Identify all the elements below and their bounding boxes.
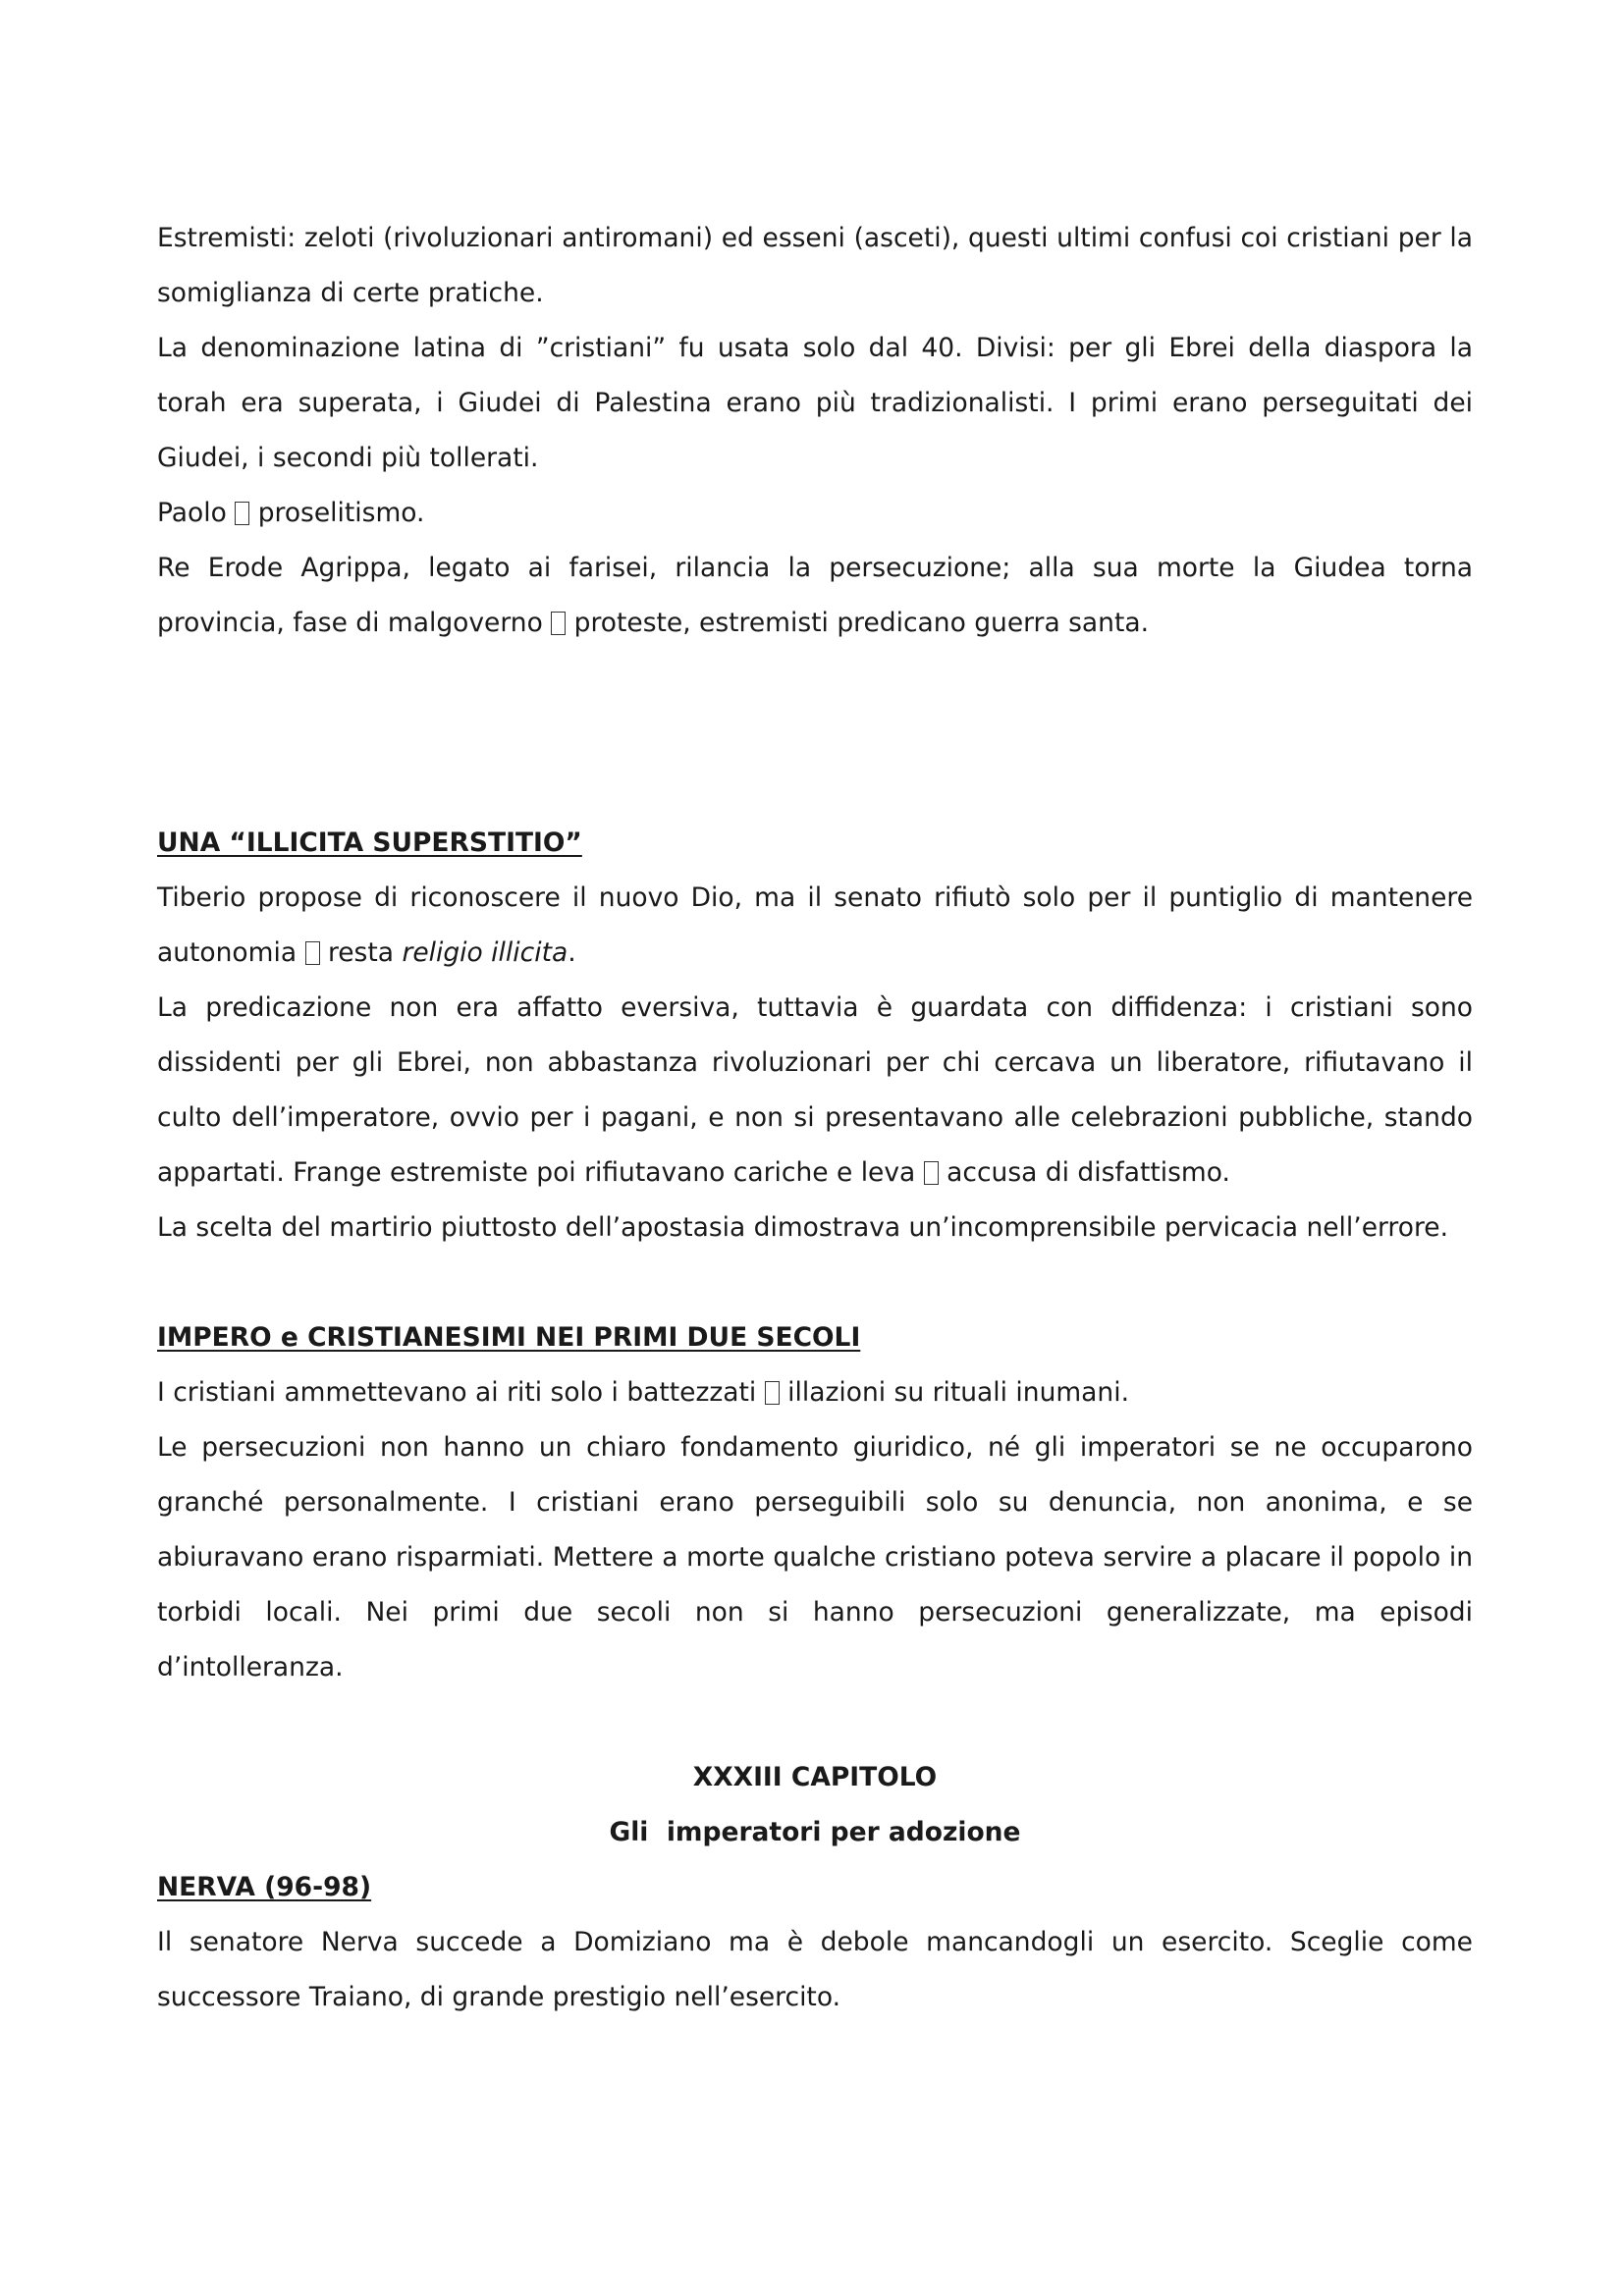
text-run: Tiberio propose di riconoscere il nuovo Dio, ma il senato rifiutò solo per il puntiglio di mantenere autonomia [157,882,1473,968]
paragraph: Il senatore Nerva succede a Domiziano ma è debole mancandogli un esercito. Sceglie come successore Traiano, di grande prestigio nell’esercito. [157,1927,1473,2012]
spacer [157,651,1473,816]
spacer [157,1695,1473,1750]
text-run: Re Erode Agrippa, legato ai farisei, rilancia la persecuzione; alla sua morte la Giudea torna provincia, fase di malgoverno [157,553,1473,638]
paragraph: La denominazione latina di ”cristiani” fu usata solo dal 40. Divisi: per gli Ebrei della diaspora la torah era superata, i Giudei di Palestina erano più tradizionalisti. I primi erano perseguitati dei Giudei, i secondi più tollerati. [157,333,1473,473]
arrow-glyph-icon [235,502,249,525]
paragraph [157,486,1473,541]
chapter-title: Gli imperatori per adozione [609,1817,1021,1847]
chapter-number: XXXIII CAPITOLO [692,1762,938,1792]
italic-term: religio illicita [402,937,568,968]
paragraph: Estremisti: zeloti (rivoluzionari antiromani) ed esseni (asceti), questi ultimi confusi coi cristiani per la somiglianza di certe pratiche. [157,223,1473,308]
section-heading: IMPERO e CRISTIANESIMI NEI PRIMI DUE SECOLI [157,1322,861,1353]
paragraph [157,1365,1473,1420]
document-page [157,211,1473,2025]
text-run: La predicazione non era affatto eversiva, tuttavia è guardata con diffidenza: i cristiani sono dissidenti per gli Ebrei, non abbastanza rivoluzionari per chi cercava un liberatore, rifiutavano il culto dell’imperatore, ovvio per i pagani, e non si presentavano alle celebrazioni pubbliche, stando appartati. Frange estremiste poi rifiutavano cariche e leva [157,992,1473,1188]
arrow-glyph-icon [551,612,566,635]
paragraph [157,871,1473,981]
paragraph [157,981,1473,1201]
section-heading: NERVA (96-98) [157,1872,372,1902]
text-run: Paolo [157,498,227,528]
text-run: proselitismo. [257,498,425,528]
text-run: . [568,937,576,968]
text-run: proteste, estremisti predicano guerra santa. [573,608,1150,638]
text-run: illazioni su rituali inumani. [787,1377,1129,1408]
text-run: accusa di disfattismo. [947,1157,1230,1188]
paragraph: La scelta del martirio piuttosto dell’apostasia dimostrava un’incomprensibile pervicacia nell’errore. [157,1212,1448,1243]
arrow-glyph-icon [765,1381,780,1405]
arrow-glyph-icon [924,1161,939,1185]
text-run: I cristiani ammettevano ai riti solo i battezzati [157,1377,757,1408]
arrow-glyph-icon [305,941,320,965]
spacer [157,1255,1473,1310]
paragraph: Le persecuzioni non hanno un chiaro fondamento giuridico, né gli imperatori se ne occuparono granché personalmente. I cristiani erano perseguibili solo su denuncia, non anonima, e se abiuravano erano risparmiati. Mettere a morte qualche cristiano poteva servire a placare il popolo in torbidi locali. Nei primi due secoli non si hanno persecuzioni generalizzate, ma episodi d’intolleranza. [157,1432,1473,1682]
text-run: resta [327,937,394,968]
section-heading: UNA “ILLICITA SUPERSTITIO” [157,828,582,858]
paragraph [157,541,1473,651]
